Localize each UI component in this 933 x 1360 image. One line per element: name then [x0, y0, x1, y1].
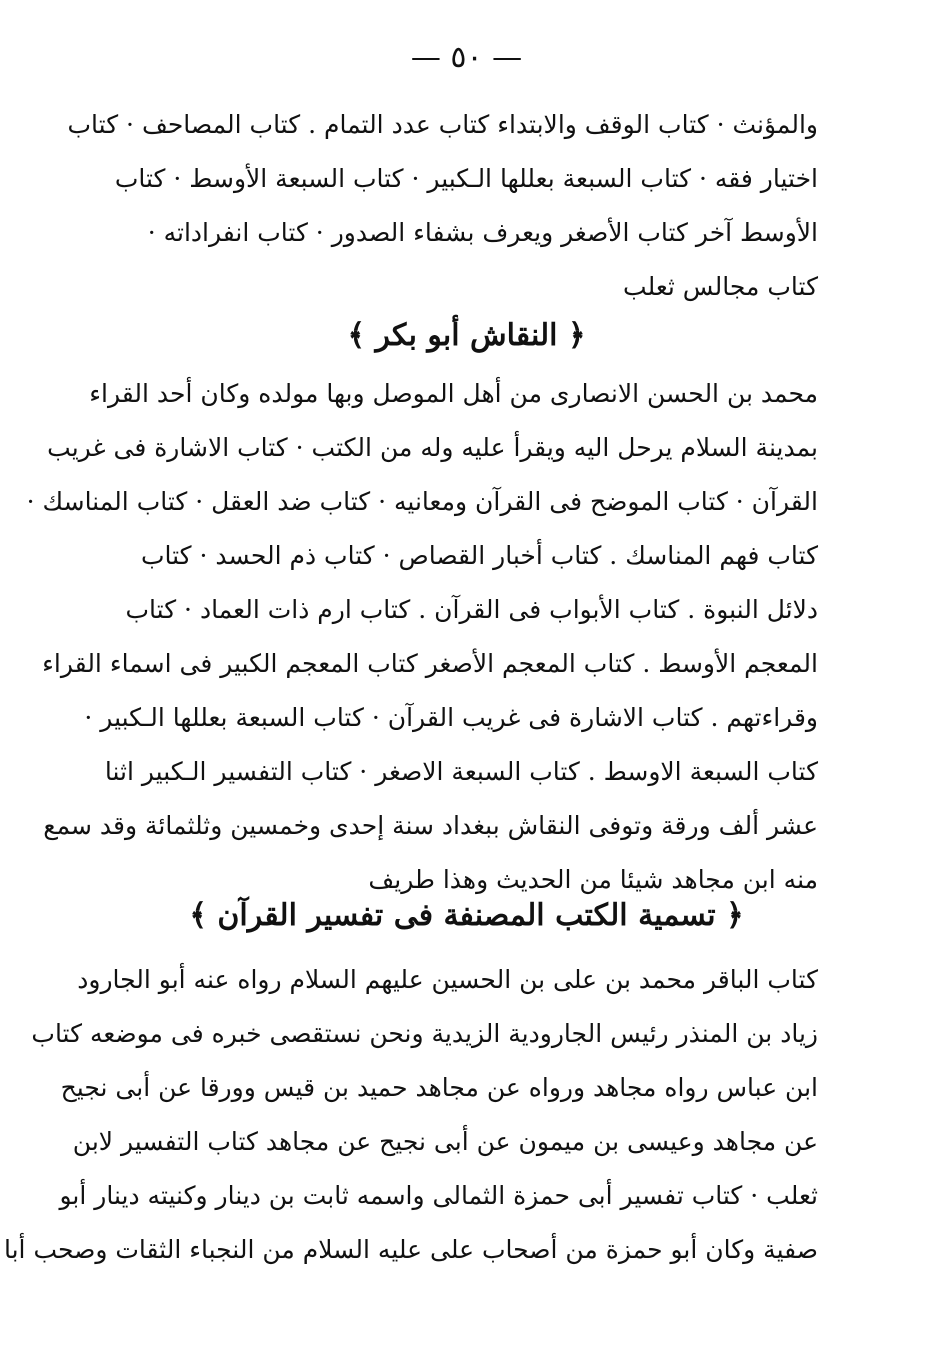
text-line: بمدينة السلام يرحل اليه ويقرأ عليه وله من الكتب · كتاب الاشارة فى غريب	[47, 433, 818, 462]
text-line: منه ابن مجاهد شيئا من الحديث وهذا طريف	[368, 865, 818, 894]
text-line: دلائل النبوة . كتاب الأبواب فى القرآن . كتاب ارم ذات العماد · كتاب	[125, 595, 818, 624]
paragraph-naqqash	[26, 367, 818, 907]
text-line: صفية وكان أبو حمزة من أصحاب على عليه السلام من النجباء الثقات وصحب أبا	[3, 1235, 818, 1264]
text-line: زياد بن المنذر رئيس الجارودية الزيدية ونحن نستقصى خبره فى موضعه كتاب	[31, 1019, 818, 1048]
text-line: عشر ألف ورقة وتوفى النقاش ببغداد سنة إحدى وخمسين وثلثمائة وقد سمع	[43, 811, 818, 840]
text-line: كتاب فهم المناسك . كتاب أخبار القصاص · كتاب ذم الحسد · كتاب	[140, 541, 818, 570]
text-line: والمؤنث · كتاب الوقف والابتداء كتاب عدد التمام . كتاب المصاحف · كتاب	[67, 110, 818, 139]
text-line: المعجم الأوسط . كتاب المعجم الأصغر كتاب المعجم الكبير فى اسماء القراء	[42, 649, 818, 678]
text-line: كتاب السبعة الاوسط . كتاب السبعة الاصغر · كتاب التفسير الـكبير اثنا	[104, 757, 818, 786]
text-line: اختيار فقه · كتاب السبعة بعللها الـكبير · كتاب السبعة الأوسط · كتاب	[114, 164, 818, 193]
text-line: ثعلب · كتاب تفسير أبى حمزة الثمالى واسمه ثابت بن دينار وكنيته دينار أبو	[59, 1181, 818, 1210]
text-line: القرآن · كتاب الموضح فى القرآن ومعانيه · كتاب ضد العقل · كتاب المناسك ·	[26, 487, 818, 516]
page-number: — ٥٠ —	[410, 40, 523, 75]
text-line: كتاب الباقر محمد بن على بن الحسين عليهم السلام رواه عنه أبو الجارود	[77, 965, 818, 994]
text-line: محمد بن الحسن الانصارى من أهل الموصل وبها مولده وكان أحد القراء	[89, 379, 818, 408]
text-line: عن مجاهد وعيسى بن ميمون عن أبى نجيح عن مجاهد كتاب التفسير لابن	[72, 1127, 818, 1156]
text-line: وقراءتهم . كتاب الاشارة فى غريب القرآن · كتاب السبعة بعللها الـكبير ·	[84, 703, 818, 732]
text-line: الأوسط آخر كتاب الأصغر ويعرف بشفاء الصدور · كتاب انفراداته ·	[147, 218, 818, 247]
text-line: كتاب مجالس ثعلب	[623, 272, 818, 301]
section-heading-naqqash: ﴿ النقاش أبو بكر ﴾	[347, 318, 586, 353]
section-heading-tafsir-books: ﴿ تسمية الكتب المصنفة فى تفسير القرآن ﴾	[189, 898, 744, 933]
paragraph-tafsir-books	[3, 953, 818, 1277]
paragraph-book-list	[67, 98, 818, 314]
text-line: ابن عباس رواه مجاهد ورواه عن مجاهد حميد بن قيس وورقا عن أبى نجيح	[60, 1073, 818, 1102]
